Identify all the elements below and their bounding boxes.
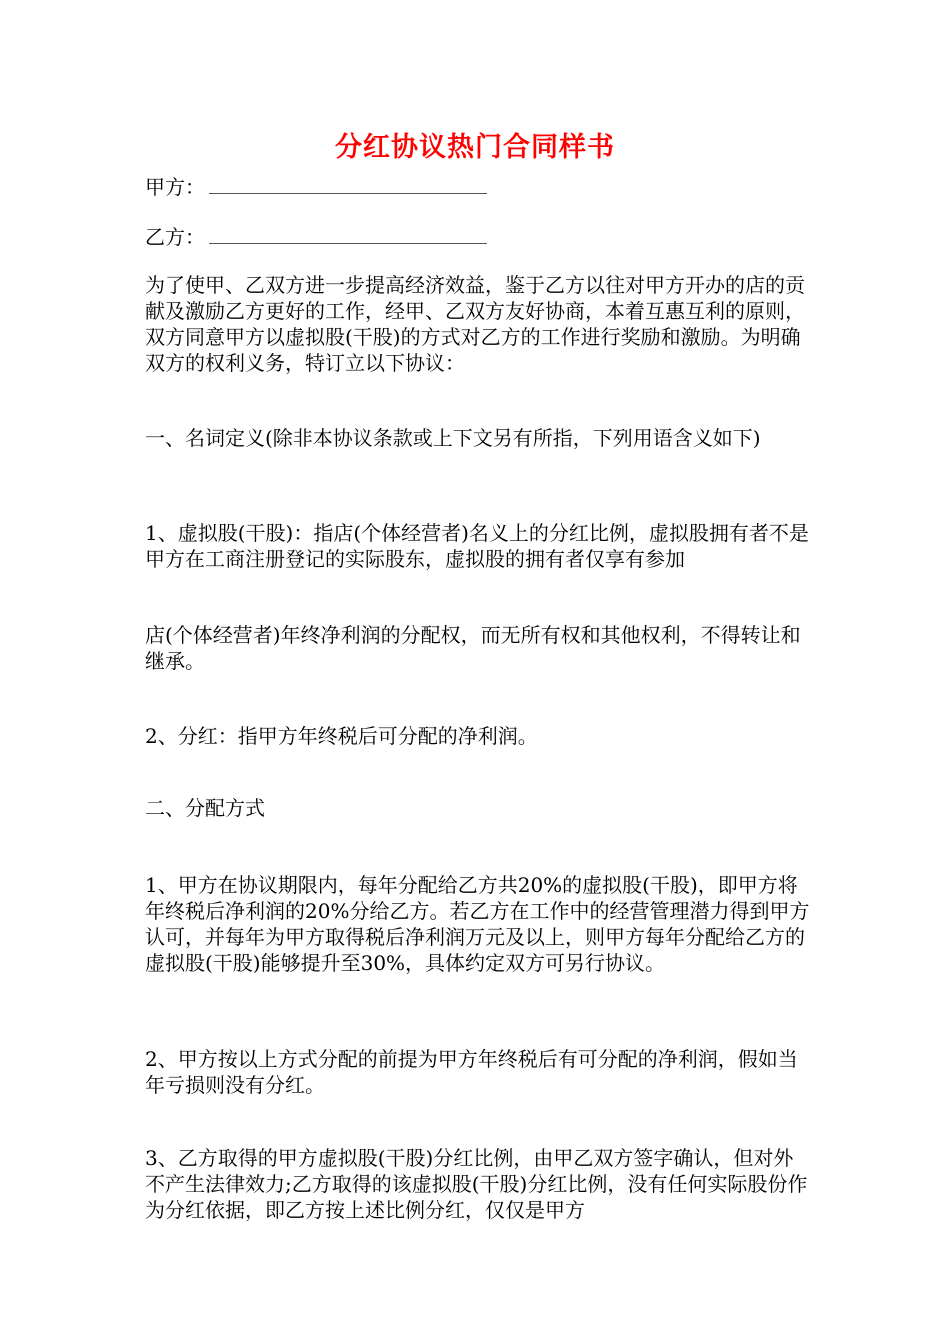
- party-b-blank: [209, 225, 487, 244]
- party-b-line: [145, 224, 545, 250]
- party-a-label: 甲方：: [145, 175, 205, 199]
- clause-2-1: 1、甲方在协议期限内，每年分配给乙方共20%的虚拟股(干股)，即甲方将年终税后净利润的20%分给乙方。若乙方在工作中的经营管理潜力得到甲方认可，并每年为甲方取得税后净利润万元及以上，则甲方每年分配给乙方的虚拟股(干股)能够提升至30%，具体约定双方可另行协议。: [145, 873, 810, 975]
- clause-1-1-part-a: 1、虚拟股(干股)：指店(个体经营者)名义上的分红比例，虚拟股拥有者不是甲方在工商注册登记的实际股东，虚拟股的拥有者仅享有参加: [145, 521, 809, 571]
- document-title: 分红协议热门合同样书: [335, 132, 615, 163]
- party-a-blank: [209, 175, 487, 194]
- party-b-label: 乙方：: [145, 225, 205, 249]
- party-a-line: [145, 174, 545, 200]
- section-two-heading: 二、分配方式: [145, 796, 265, 820]
- clause-1-2: 2、分红：指甲方年终税后可分配的净利润。: [145, 724, 538, 748]
- clause-1-1-part-b: 店(个体经营者)年终净利润的分配权，而无所有权和其他权利，不得转让和继承。: [145, 623, 801, 673]
- clause-2-3: 3、乙方取得的甲方虚拟股(干股)分红比例，由甲乙双方签字确认，但对外不产生法律效力;乙方取得的该虚拟股(干股)分红比例，没有任何实际股份作为分红依据，即乙方按上述比例分红，仅仅是甲方: [145, 1146, 808, 1222]
- clause-2-2: 2、甲方按以上方式分配的前提为甲方年终税后有可分配的净利润，假如当年亏损则没有分红。: [145, 1047, 798, 1097]
- intro-paragraph: 为了使甲、乙双方进一步提高经济效益，鉴于乙方以往对甲方开办的店的贡献及激励乙方更好的工作，经甲、乙双方友好协商，本着互惠互利的原则，双方同意甲方以虚拟股(干股)的方式对乙方的工作进行奖励和激励。为明确双方的权利义务，特订立以下协议：: [145, 273, 805, 375]
- section-one-heading: 一、名词定义(除非本协议条款或上下文另有所指，下列用语含义如下): [145, 426, 761, 450]
